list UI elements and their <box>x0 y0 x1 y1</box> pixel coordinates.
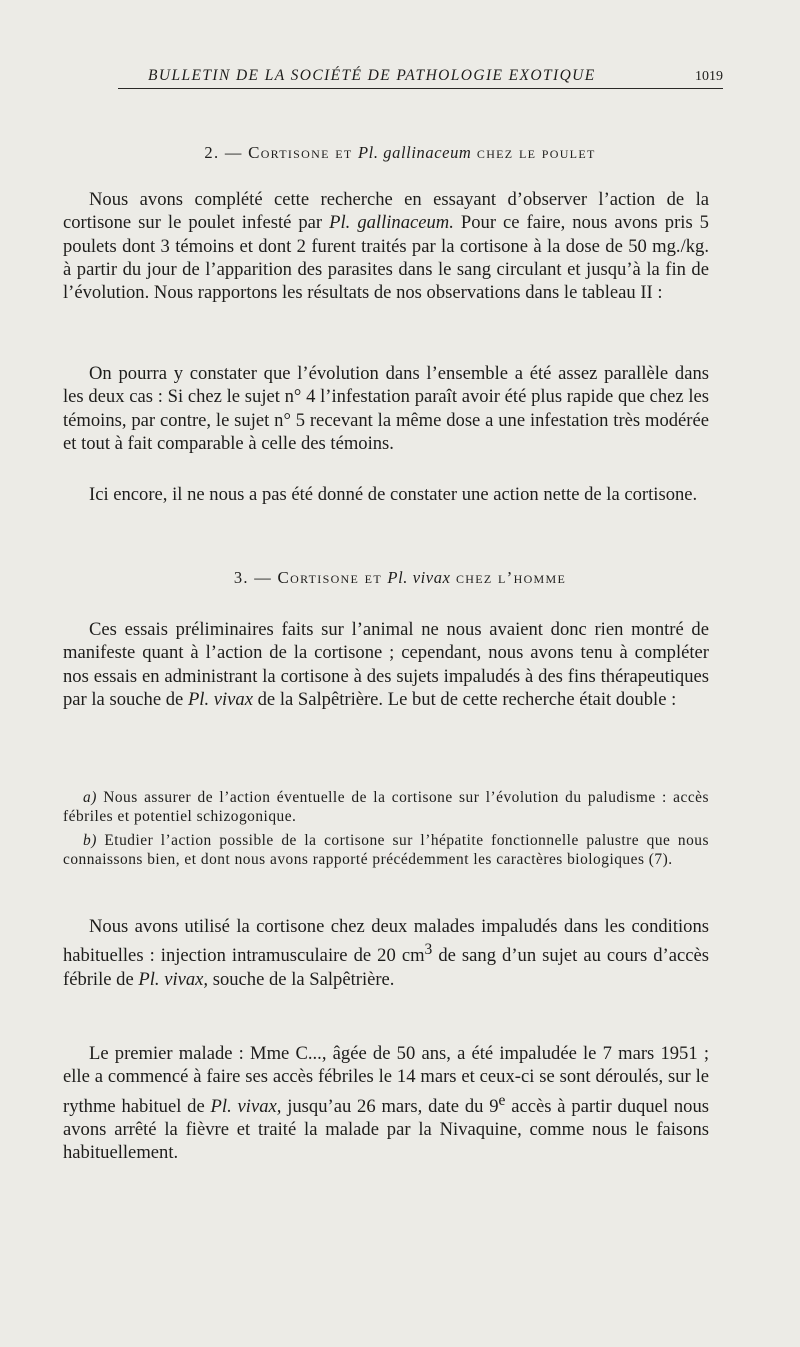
running-title: BULLETIN DE LA SOCIÉTÉ DE PATHOLOGIE EXOTIQUE <box>148 67 596 84</box>
text-run: Ces essais préliminaires faits sur l’animal ne nous avaient donc rien montré de manifeste quant à l’action de la cortisone ; cependant, nous avons tenu à compléter nos essais en administrant la cortisone à des sujets impaludés à des fins thérapeutiques par la souche de <box>63 619 709 710</box>
species-name: Pl. gallinaceum. <box>329 212 454 234</box>
section-3-title-species: Pl. vivax <box>387 568 451 587</box>
section-3-title-part1: Cortisone et <box>277 568 382 587</box>
text-run: Pour ce faire, nous avons pris 5 poulets dont 3 témoins et dont 2 furent traités par la cortisone à la dose de 50 mg./kg. à partir du jour de l’apparition des parasites dans le sang circulant et jusqu’à la fin de l’évolution. Nous rapportons les résultats de nos observations dans le tableau II : <box>63 212 709 304</box>
text-run: de la Salpêtrière. Le but de cette recherche était double : <box>252 688 677 710</box>
section-2-title-part2: chez le poulet <box>476 143 596 162</box>
section-3-paragraph-1 <box>63 618 709 711</box>
species-name: Pl. vivax, <box>138 968 209 990</box>
page-header <box>118 63 723 91</box>
text-run: accès à partir duquel nous avons arrêté la fièvre et traité la malade par la Nivaquine, comme nous le faisons habituellement. <box>63 1095 709 1164</box>
section-2-number: 2. — <box>204 143 243 162</box>
text-run: Nous avons complété cette recherche en essayant d’observer l’action de la cortisone sur le poulet infesté par <box>63 189 709 234</box>
text-run: jusqu’au 26 mars, date du 9 <box>281 1095 499 1117</box>
objectives-list <box>63 788 709 870</box>
section-3-number: 3. — <box>233 568 273 587</box>
section-3-heading <box>0 568 800 588</box>
list-text-a: Nous assurer de l’action éventuelle de la cortisone sur l’évolution du paludisme : accès fébriles et potentiel schizogonique. <box>63 789 709 826</box>
section-2-title-part1: Cortisone et <box>248 143 353 162</box>
superscript: 3 <box>424 941 433 959</box>
species-name: Pl. vivax <box>187 688 253 710</box>
text-run: Le premier malade : Mme C..., âgée de 50 ans, a été impaludée le 7 mars 1951 ; elle a commencé à faire ses accès fébriles le 14 mars et ceux-ci se sont déroulés, sur le rythme habituel de <box>63 1043 709 1117</box>
text-run: Nous avons utilisé la cortisone chez deux malades impaludés dans les conditions habituelles : injection intramusculaire de 20 cm <box>63 916 709 967</box>
superscript: e <box>498 1091 506 1109</box>
list-text-b: Etudier l’action possible de la cortisone sur l’hépatite fonctionnelle palustre que nous connaissons bien, et dont nous avons rapporté précédemment les caractères biologiques (7). <box>63 831 709 869</box>
section-3-paragraph-3 <box>63 1042 709 1165</box>
list-marker-a: a) <box>83 789 97 806</box>
text-run: de sang d’un sujet au cours d’accès fébrile de <box>63 945 709 990</box>
list-item-b <box>63 831 709 870</box>
section-3-paragraph-2 <box>63 915 709 991</box>
species-name: Pl. vivax, <box>210 1095 282 1117</box>
section-2-paragraph-1 <box>63 188 709 304</box>
section-3-title-part2: chez l’homme <box>455 568 567 587</box>
section-2-heading <box>0 143 800 163</box>
header-rule <box>118 88 723 89</box>
section-2-title-species: Pl. gallinaceum <box>357 143 472 162</box>
text-run: souche de la Salpêtrière. <box>208 968 395 990</box>
section-2-paragraph-2: On pourra y constater que l’évolution dans l’ensemble a été assez parallèle dans les deux cas : Si chez le sujet n° 4 l’infestation paraît avoir été plus rapide que chez les témoins, par contre, le sujet n° 5 recevant la même dose a une infestation très modérée et tout à fait comparable à celle des témoins. <box>63 363 709 454</box>
list-item-a <box>63 788 709 827</box>
section-2-paragraph-3: Ici encore, il ne nous a pas été donné de constater une action nette de la cortisone. <box>89 484 698 505</box>
page-number: 1019 <box>695 69 723 84</box>
list-marker-b: b) <box>83 831 97 849</box>
